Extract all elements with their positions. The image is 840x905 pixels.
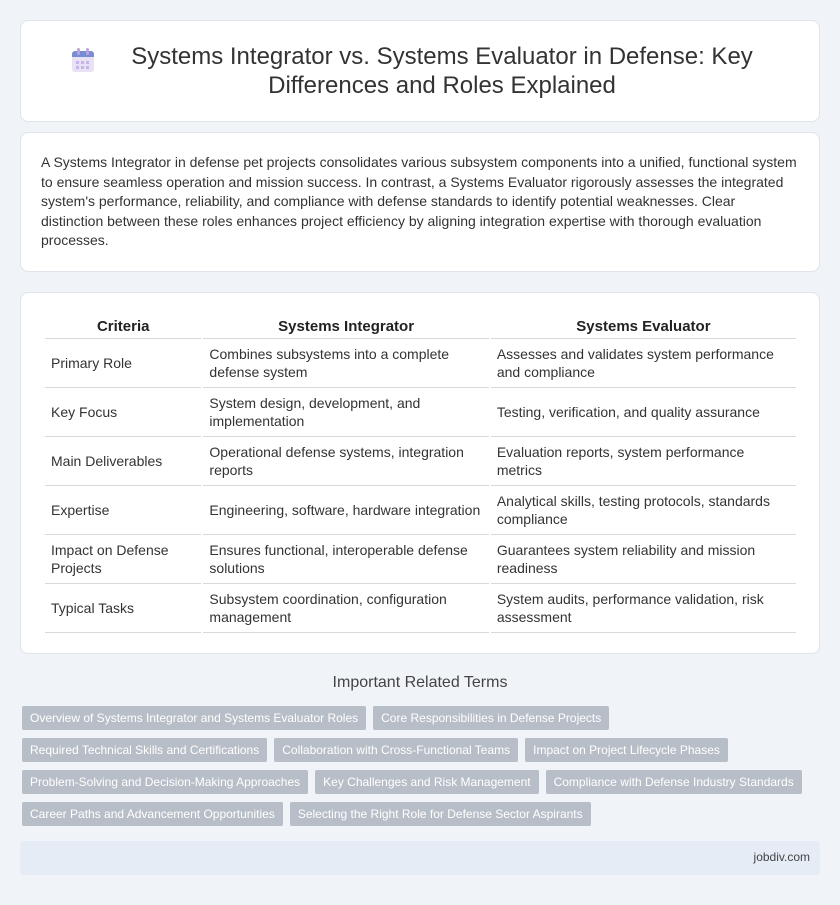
related-term-link[interactable]: Selecting the Right Role for Defense Sector Aspirants xyxy=(290,802,591,826)
header-evaluator: Systems Evaluator xyxy=(491,313,796,339)
integrator-cell: Engineering, software, hardware integration xyxy=(203,486,488,535)
criteria-cell: Typical Tasks xyxy=(45,584,201,633)
criteria-cell: Expertise xyxy=(45,486,201,535)
related-term-link[interactable]: Problem-Solving and Decision-Making Approaches xyxy=(22,770,308,794)
related-term-link[interactable]: Career Paths and Advancement Opportunities xyxy=(22,802,283,826)
evaluator-cell: Assesses and validates system performance and compliance xyxy=(491,339,796,388)
evaluator-cell: Guarantees system reliability and mission readiness xyxy=(491,535,796,584)
related-term-link[interactable]: Core Responsibilities in Defense Projects xyxy=(373,706,609,730)
integrator-cell: Ensures functional, interoperable defense solutions xyxy=(203,535,488,584)
footer xyxy=(20,841,820,875)
intro-text: A Systems Integrator in defense pet projects consolidates various subsystem components into a unified, functional system to ensure seamless operation and mission success. In contrast, a Systems Evaluator rigorously assesses the integrated system's performance, reliability, and compliance with defense standards to identify potential weaknesses. Clear distinction between these roles enhances project efficiency by aligning integration expertise with thorough evaluation processes. xyxy=(41,154,797,248)
related-term-link[interactable]: Collaboration with Cross-Functional Teams xyxy=(274,738,518,762)
evaluator-cell: Testing, verification, and quality assurance xyxy=(491,388,796,437)
related-term-link[interactable]: Compliance with Defense Industry Standards xyxy=(546,770,802,794)
evaluator-cell: Evaluation reports, system performance metrics xyxy=(491,437,796,486)
related-terms-list xyxy=(22,706,822,834)
comparison-table xyxy=(43,313,798,633)
table-header-row xyxy=(45,313,796,339)
calendar-icon xyxy=(70,48,96,74)
evaluator-cell: System audits, performance validation, risk assessment xyxy=(491,584,796,633)
table-row xyxy=(45,437,796,486)
header-integrator: Systems Integrator xyxy=(203,313,488,339)
table-row xyxy=(45,388,796,437)
integrator-cell: System design, development, and implementation xyxy=(203,388,488,437)
related-term-link[interactable]: Required Technical Skills and Certifications xyxy=(22,738,267,762)
related-term-link[interactable]: Impact on Project Lifecycle Phases xyxy=(525,738,728,762)
intro-card xyxy=(20,132,820,272)
integrator-cell: Combines subsystems into a complete defense system xyxy=(203,339,488,388)
table-row xyxy=(45,584,796,633)
criteria-cell: Impact on Defense Projects xyxy=(45,535,201,584)
criteria-cell: Key Focus xyxy=(45,388,201,437)
related-term-link[interactable]: Overview of Systems Integrator and Systems Evaluator Roles xyxy=(22,706,366,730)
criteria-cell: Primary Role xyxy=(45,339,201,388)
header-criteria: Criteria xyxy=(45,313,201,339)
evaluator-cell: Analytical skills, testing protocols, standards compliance xyxy=(491,486,796,535)
integrator-cell: Operational defense systems, integration reports xyxy=(203,437,488,486)
integrator-cell: Subsystem coordination, configuration management xyxy=(203,584,488,633)
comparison-card xyxy=(20,292,820,654)
related-term-link[interactable]: Key Challenges and Risk Management xyxy=(315,770,538,794)
page-title: Systems Integrator vs. Systems Evaluator in Defense: Key Differences and Roles Explained xyxy=(131,43,753,99)
header-card xyxy=(20,20,820,122)
table-row xyxy=(45,535,796,584)
table-row xyxy=(45,486,796,535)
related-terms-title: Important Related Terms xyxy=(332,674,508,691)
criteria-cell: Main Deliverables xyxy=(45,437,201,486)
footer-site-link[interactable]: jobdiv.com xyxy=(753,850,810,864)
table-row xyxy=(45,339,796,388)
